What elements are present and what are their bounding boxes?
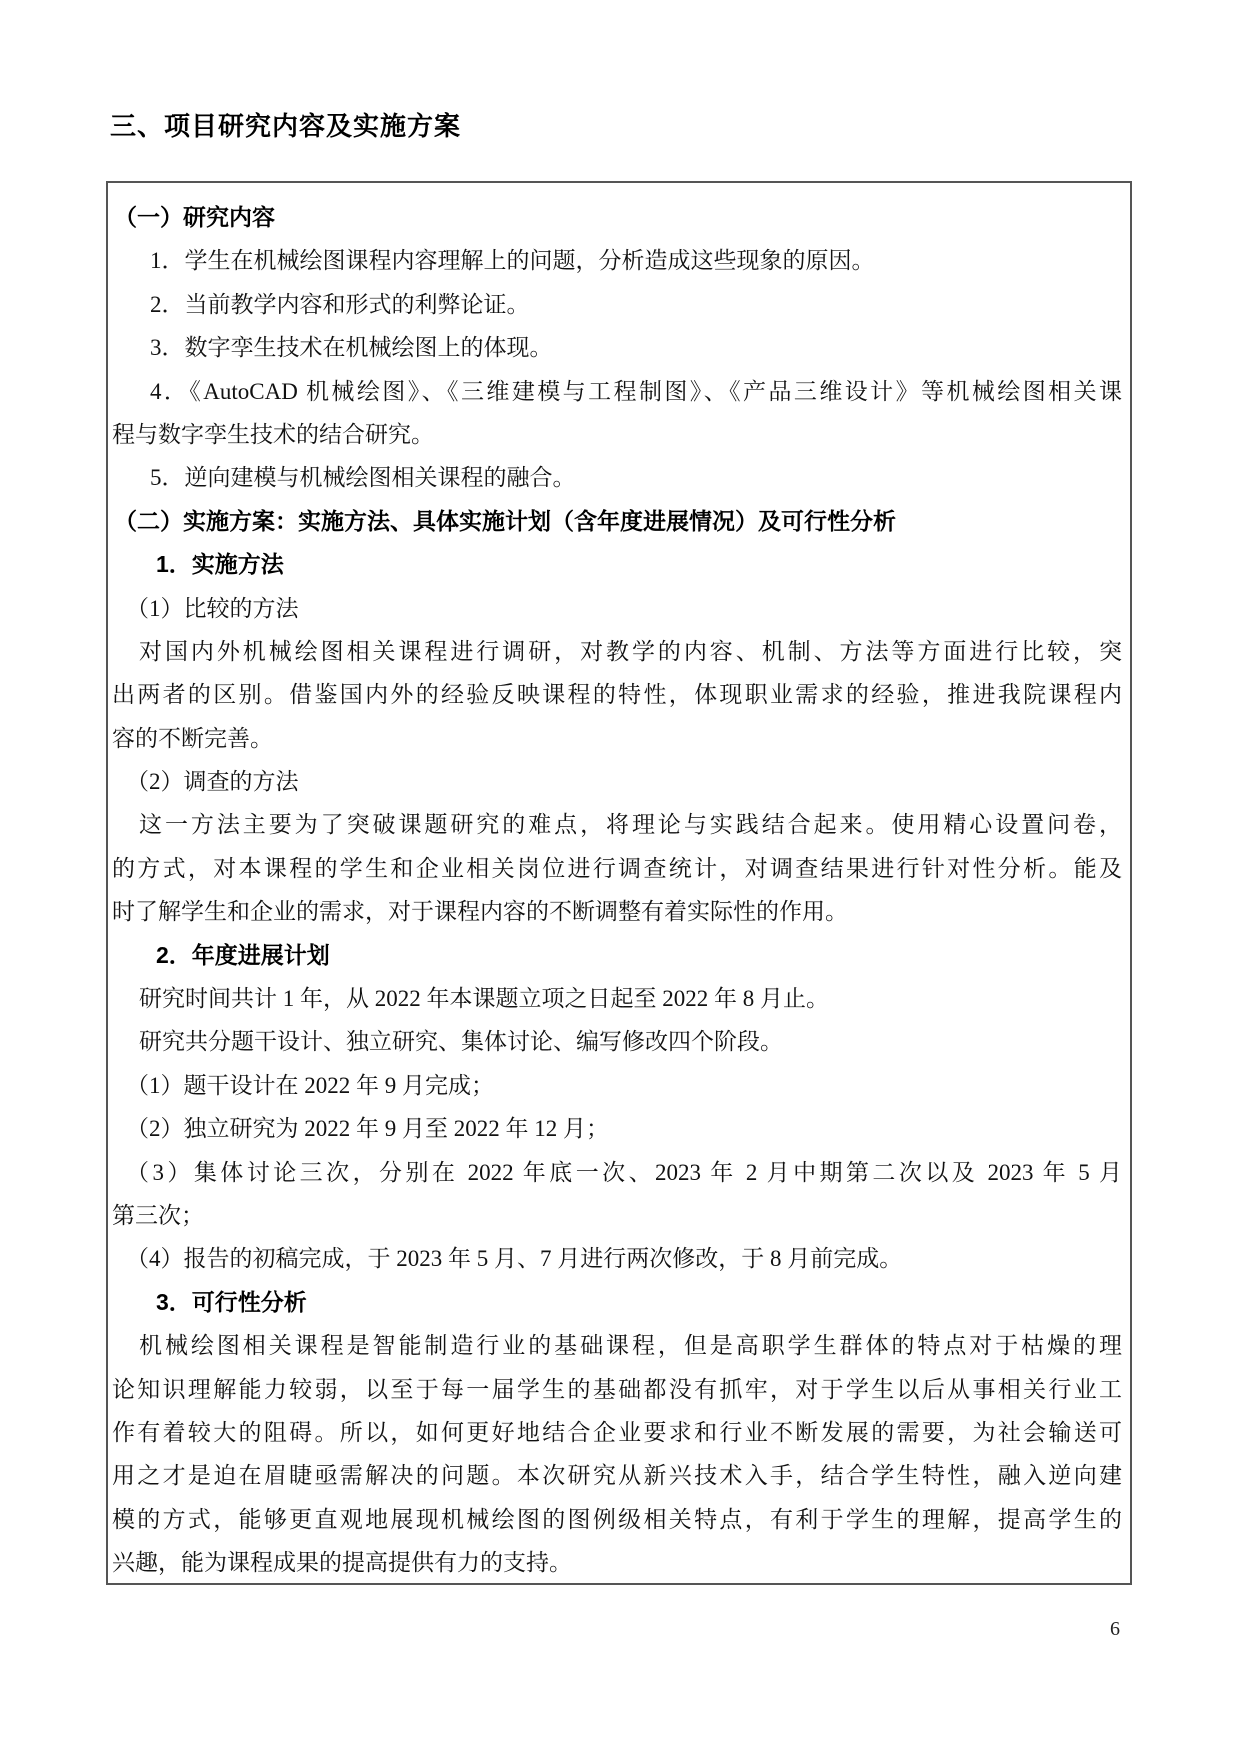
text-line: 机械绘图相关课程是智能制造行业的基础课程，但是高职学生群体的特点对于枯燥的理 xyxy=(139,1333,1122,1359)
text-line: 3．数字孪生技术在机械绘图上的体现。 xyxy=(150,335,553,361)
heading-line: （二）实施方案：实施方法、具体实施计划（含年度进展情况）及可行性分析 xyxy=(114,507,896,534)
text-line: 论知识理解能力较弱，以至于每一届学生的基础都没有抓牢，对于学生以后从事相关行业工 xyxy=(112,1376,1122,1402)
text-line: 研究共分题干设计、独立研究、集体讨论、编写修改四个阶段。 xyxy=(139,1029,783,1055)
text-line: 4．《AutoCAD 机械绘图》、《三维建模与工程制图》、《产品三维设计》等机械绘图相关课 xyxy=(150,378,1122,404)
text-line: （1）题干设计在 2022 年 9 月完成； xyxy=(126,1072,494,1098)
text-line: （4）报告的初稿完成，于 2023 年 5 月、7 月进行两次修改，于 8 月前完成。 xyxy=(126,1246,903,1272)
text-line: （3）集体讨论三次，分别在 2022 年底一次、2023 年 2 月中期第二次以及 2023 年 5 月 xyxy=(126,1159,1122,1185)
text-line: 用之才是迫在眉睫亟需解决的问题。本次研究从新兴技术入手，结合学生特性，融入逆向建 xyxy=(112,1463,1122,1489)
text-line: 研究时间共计 1 年，从 2022 年本课题立项之日起至 2022 年 8 月止。 xyxy=(139,986,829,1012)
text-line: 时了解学生和企业的需求，对于课程内容的不断调整有着实际性的作用。 xyxy=(112,899,848,925)
content-box xyxy=(106,181,1132,1585)
page-number: 6 xyxy=(1110,1618,1120,1640)
heading-line: 1．实施方法 xyxy=(156,551,284,578)
heading-line: （一）研究内容 xyxy=(114,204,275,230)
text-line: 模的方式，能够更直观地展现机械绘图的图例级相关特点，有利于学生的理解，提高学生的 xyxy=(112,1506,1122,1532)
text-line: （2）独立研究为 2022 年 9 月至 2022 年 12 月； xyxy=(126,1116,609,1142)
section-title: 三、项目研究内容及实施方案 xyxy=(110,111,462,141)
text-line: （2）调查的方法 xyxy=(126,769,299,795)
text-line: 5．逆向建模与机械绘图相关课程的融合。 xyxy=(150,465,576,491)
heading-line: 3．可行性分析 xyxy=(156,1288,307,1315)
text-line: 2．当前教学内容和形式的利弊论证。 xyxy=(150,291,530,317)
text-line: 1．学生在机械绘图课程内容理解上的问题，分析造成这些现象的原因。 xyxy=(150,248,875,274)
text-line: 对国内外机械绘图相关课程进行调研，对教学的内容、机制、方法等方面进行比较，突 xyxy=(139,638,1122,664)
text-line: 程与数字孪生技术的结合研究。 xyxy=(112,421,434,447)
heading-line: 2．年度进展计划 xyxy=(156,941,330,968)
text-line: 作有着较大的阻碍。所以，如何更好地结合企业要求和行业不断发展的需要，为社会输送可 xyxy=(112,1419,1122,1445)
text-line: 的方式，对本课程的学生和企业相关岗位进行调查统计，对调查结果进行针对性分析。能及 xyxy=(112,855,1122,881)
text-line: 第三次； xyxy=(112,1202,204,1228)
text-line: 兴趣，能为课程成果的提高提供有力的支持。 xyxy=(112,1550,572,1576)
text-line: 容的不断完善。 xyxy=(112,725,273,751)
text-line: （1）比较的方法 xyxy=(126,595,299,621)
text-line: 出两者的区别。借鉴国内外的经验反映课程的特性，体现职业需求的经验，推进我院课程内 xyxy=(112,682,1122,708)
text-line: 这一方法主要为了突破课题研究的难点，将理论与实践结合起来。使用精心设置问卷， xyxy=(139,812,1122,838)
